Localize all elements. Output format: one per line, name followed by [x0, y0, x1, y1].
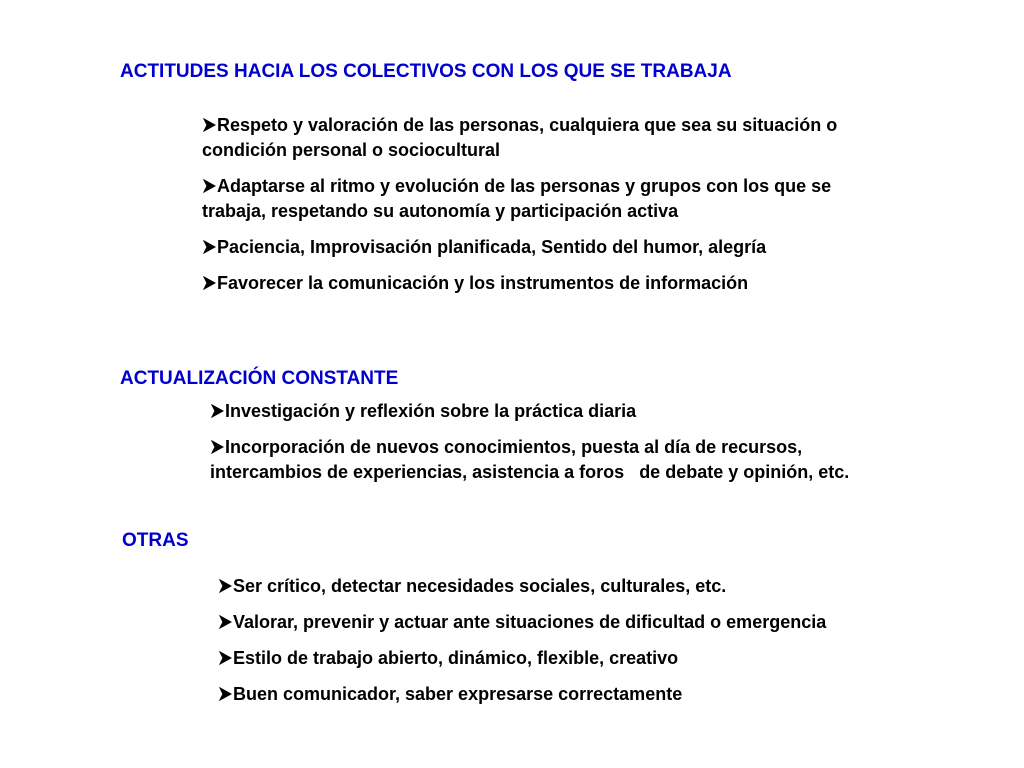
list-item — [218, 610, 858, 635]
list-item — [218, 682, 858, 707]
arrow-bullet-icon — [202, 240, 216, 254]
arrow-bullet-icon — [202, 118, 216, 132]
arrow-bullet-icon — [210, 404, 224, 418]
list-item — [218, 574, 858, 599]
bullet-list-otras — [218, 574, 858, 718]
list-item-text: Paciencia, Improvisación planificada, Sentido del humor, alegría — [217, 237, 767, 257]
list-item — [202, 174, 882, 224]
arrow-bullet-icon — [218, 615, 232, 629]
arrow-bullet-icon — [218, 687, 232, 701]
list-item-text: Investigación y reflexión sobre la práctica diaria — [225, 401, 637, 421]
section-heading-actualizacion: ACTUALIZACIÓN CONSTANTE — [120, 368, 399, 389]
arrow-bullet-icon — [210, 440, 224, 454]
section-heading-otras: OTRAS — [122, 530, 189, 551]
list-item-text: Adaptarse al ritmo y evolución de las personas y grupos con los que se trabaja, respetando su autonomía y participación activa — [202, 176, 832, 221]
list-item-text: Estilo de trabajo abierto, dinámico, flexible, creativo — [233, 648, 679, 668]
arrow-bullet-icon — [202, 276, 216, 290]
bullet-list-actitudes — [202, 113, 882, 307]
list-item-text: Respeto y valoración de las personas, cualquiera que sea su situación o condición personal o sociocultural — [202, 115, 838, 160]
arrow-bullet-icon — [218, 579, 232, 593]
section-heading-actitudes: ACTITUDES HACIA LOS COLECTIVOS CON LOS QUE SE TRABAJA — [120, 61, 732, 82]
arrow-bullet-icon — [218, 651, 232, 665]
list-item — [202, 113, 882, 163]
list-item-text: Ser crítico, detectar necesidades sociales, culturales, etc. — [233, 576, 727, 596]
list-item — [210, 399, 870, 424]
list-item-text: Valorar, prevenir y actuar ante situaciones de dificultad o emergencia — [233, 612, 827, 632]
list-item — [202, 235, 882, 260]
list-item-text: Buen comunicador, saber expresarse correctamente — [233, 684, 683, 704]
list-item-text: Incorporación de nuevos conocimientos, puesta al día de recursos, intercambios de experiencias, asistencia a foros de debate y opinión, etc. — [210, 437, 850, 482]
arrow-bullet-icon — [202, 179, 216, 193]
list-item — [202, 271, 882, 296]
list-item — [210, 435, 870, 485]
list-item — [218, 646, 858, 671]
bullet-list-actualizacion — [210, 399, 870, 496]
list-item-text: Favorecer la comunicación y los instrumentos de información — [217, 273, 749, 293]
